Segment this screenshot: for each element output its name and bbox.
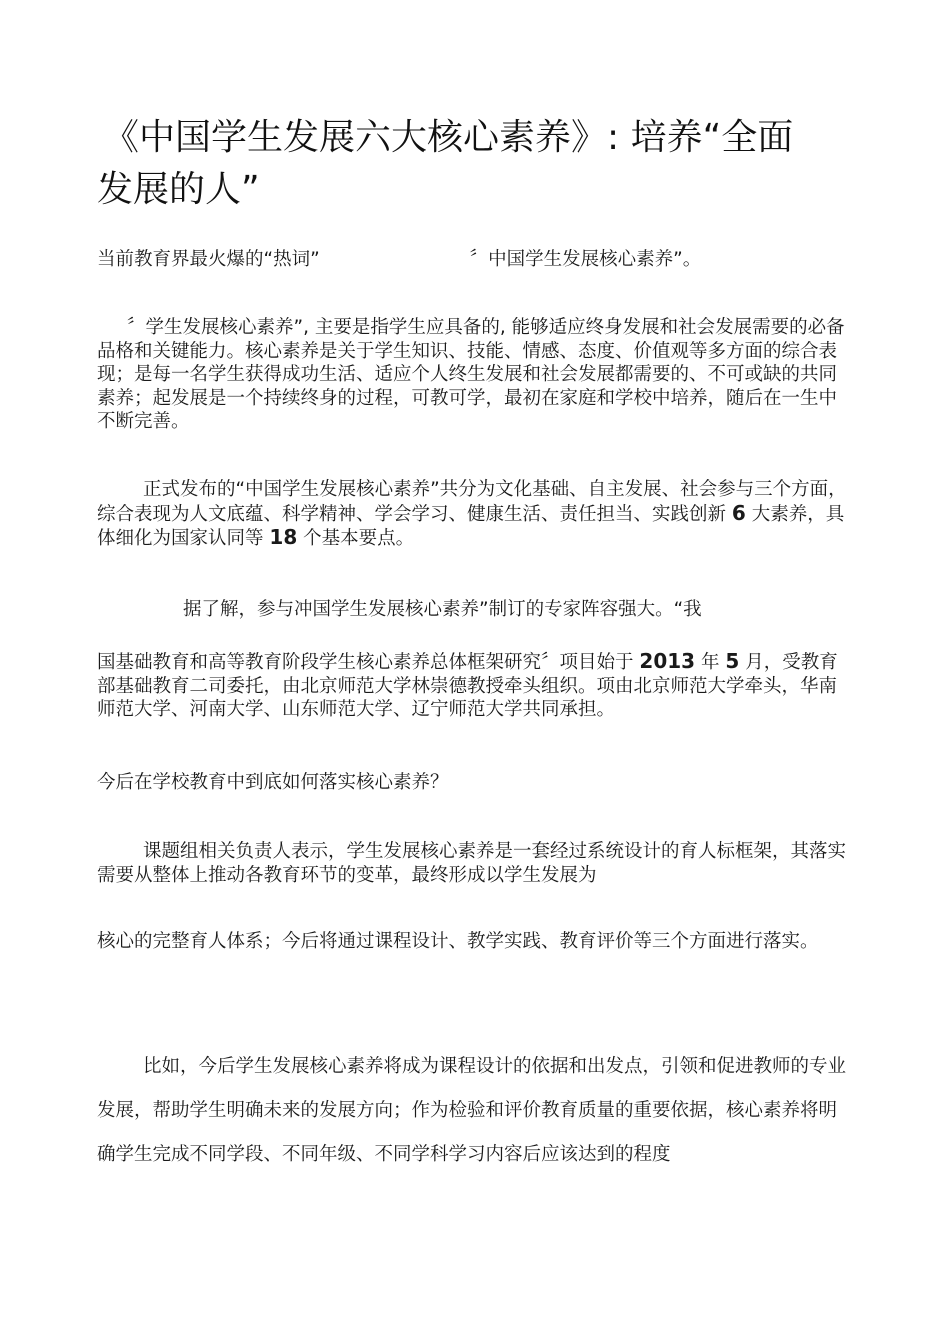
release-text-a: 正式发布的“中国学生发展核心素养”共分为文化基础、自主发展、社会参与三个方面，综合表现为人文底蕴、科学精神、学会学习、健康生活、责任担当、实践创新 — [97, 479, 847, 525]
project-text-c: 月，受教育部基础教育二司委托，由北京师范大学林崇德教授牵头组织。项由北京师范大学牵头，华南师范大学、河南大学、山东师范大学、辽宁师范大学共同承担。 — [97, 652, 838, 720]
release-text-b: 大素养，具体细化为国家认同等 — [97, 503, 845, 549]
year-value: 2013 — [639, 649, 696, 673]
definition-paragraph: 〞学生发展核心素养”, 主要是指学生应具备的, 能够适应终身发展和社会发展需要的必备品格和关键能力。核心素养是关于学生知识、技能、情感、态度、价值观等多方面的综合表现；是每一名学生获得成功生活、适应个人终生发展和社会发展都需要的、不可或缺的共同素养；起发展是一个持续终身的过程，可教可学，最初在家庭和学校中培养，随后在一生中不断完善。 — [97, 317, 845, 432]
project-text-b: 年 — [700, 652, 720, 673]
experts-paragraph: 据了解，参与冲国学生发展核心素养”制订的专家阵容强大。“我 — [183, 599, 702, 620]
title-line-1: 《中国学生发展六大核心素养》: 培养“全面 — [103, 117, 794, 158]
article-title — [97, 112, 857, 216]
title-line-2: 发展的人” — [97, 169, 260, 210]
project-paragraph — [97, 650, 855, 722]
intro-left-text: 当前教育界最火爆的“热词” — [97, 249, 320, 270]
release-paragraph — [97, 478, 855, 551]
eighteen-count: 18 — [269, 525, 298, 549]
example-paragraph: 比如，今后学生发展核心素养将成为课程设计的依据和出发点，引领和促进教师的专业发展，帮助学生明确未来的发展方向；作为检验和评价教育质量的重要依据，核心素养将明确学生完成不同学段、不同年级、不同学科学习内容后应该达到的程度 — [97, 1056, 847, 1165]
intro-right-text: 〞中国学生发展核心素养”。 — [469, 249, 702, 270]
responsible-paragraph: 课题组相关负责人表示，学生发展核心素养是一套经过系统设计的育人标框架，其落实需要从整体上推动各教育环节的变革，最终形成以学生发展为 — [97, 841, 847, 886]
release-text-c: 个基本要点。 — [303, 528, 415, 549]
intro-paragraph — [97, 248, 855, 272]
question-paragraph: 今后在学校教育中到底如何落实核心素养？ — [97, 772, 449, 793]
month-value: 5 — [725, 649, 740, 673]
six-count: 6 — [731, 500, 746, 525]
implementation-paragraph: 核心的完整育人体系；今后将通过课程设计、教学实践、教育评价等三个方面进行落实。 — [97, 931, 819, 952]
project-text-a: 国基础教育和高等教育阶段学生核心素养总体框架研究〞项目始于 — [97, 652, 634, 673]
